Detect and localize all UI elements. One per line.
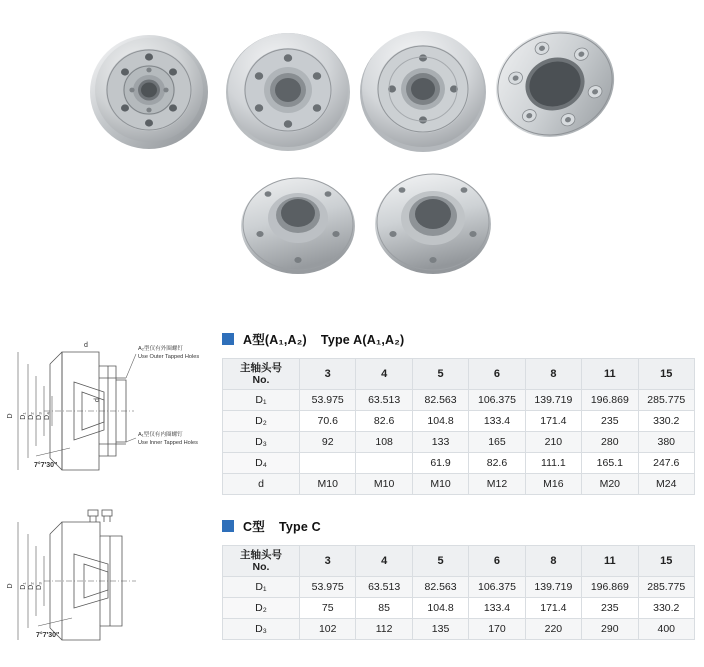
note-inner-cn: A₁型仅有内圈螺钉 xyxy=(138,432,183,438)
col-head-5: 11 xyxy=(582,546,638,577)
header-label-en: No. xyxy=(252,374,270,386)
header-spindle-no xyxy=(223,359,300,390)
cell-c-1-0: 75 xyxy=(300,598,356,619)
cell-a-0-0: 53.975 xyxy=(300,390,356,411)
cell-a-2-1: 108 xyxy=(356,432,412,453)
cell-a-3-4: 111.1 xyxy=(525,453,581,474)
flange-photo-2 xyxy=(224,28,352,154)
flange-photo-1 xyxy=(88,30,210,152)
cell-a-0-1: 63.513 xyxy=(356,390,412,411)
spec-table-type-a xyxy=(222,358,695,495)
svg-text:D₄: D₄ xyxy=(44,412,51,420)
cell-c-2-2: 135 xyxy=(412,619,468,640)
header-label-cn: 主轴头号 xyxy=(240,361,282,374)
cell-a-1-1: 82.6 xyxy=(356,411,412,432)
flange-photo-4 xyxy=(490,20,620,148)
cell-a-2-6: 380 xyxy=(638,432,694,453)
spec-tables xyxy=(222,330,700,640)
cell-a-1-6: 330.2 xyxy=(638,411,694,432)
row-label-d2: D₂ xyxy=(223,411,300,432)
col-head-6: 15 xyxy=(638,359,694,390)
accent-square-icon xyxy=(222,333,234,345)
svg-text:D: D xyxy=(7,413,14,419)
cell-a-2-4: 210 xyxy=(525,432,581,453)
cell-a-2-3: 165 xyxy=(469,432,525,453)
row-label-d1: D₁ xyxy=(223,390,300,411)
cell-c-0-4: 139.719 xyxy=(525,577,581,598)
product-photo-strip xyxy=(0,0,704,295)
note-inner-en: Use Inner Tapped Holes xyxy=(138,440,198,446)
col-head-0: 3 xyxy=(300,359,356,390)
note-outer-en: Use Outer Tapped Holes xyxy=(138,354,200,360)
cell-a-0-3: 106.375 xyxy=(469,390,525,411)
svg-text:D₁: D₁ xyxy=(20,582,27,590)
cell-a-0-5: 196.869 xyxy=(582,390,638,411)
section-title-en-a: Type A(A₁,A₂) xyxy=(320,333,405,347)
technical-drawings xyxy=(4,330,216,665)
row-label-d: d xyxy=(223,474,300,495)
cell-c-0-2: 82.563 xyxy=(412,577,468,598)
cell-c-1-4: 171.4 xyxy=(525,598,581,619)
cell-c-1-1: 85 xyxy=(356,598,412,619)
table-row xyxy=(223,432,695,453)
cell-a-1-5: 235 xyxy=(582,411,638,432)
svg-text:D₃: D₃ xyxy=(36,412,43,420)
row-label-d3: D₃ xyxy=(223,432,300,453)
cell-a-3-2: 61.9 xyxy=(412,453,468,474)
cell-a-1-3: 133.4 xyxy=(469,411,525,432)
cell-a-1-2: 104.8 xyxy=(412,411,468,432)
cell-a-4-5: M20 xyxy=(582,474,638,495)
cell-c-2-6: 400 xyxy=(638,619,694,640)
col-head-2: 5 xyxy=(412,546,468,577)
svg-text:D: D xyxy=(7,583,14,589)
cell-c-0-6: 285.775 xyxy=(638,577,694,598)
cell-a-0-6: 285.775 xyxy=(638,390,694,411)
cell-c-2-4: 220 xyxy=(525,619,581,640)
cell-c-0-5: 196.869 xyxy=(582,577,638,598)
col-head-0: 3 xyxy=(300,546,356,577)
drawing-type-c xyxy=(4,500,216,660)
table-row xyxy=(223,474,695,495)
cell-c-1-2: 104.8 xyxy=(412,598,468,619)
col-head-3: 6 xyxy=(469,546,525,577)
cell-a-2-2: 133 xyxy=(412,432,468,453)
cell-c-0-0: 53.975 xyxy=(300,577,356,598)
cell-c-2-3: 170 xyxy=(469,619,525,640)
flange-photo-3 xyxy=(358,26,488,154)
accent-square-icon xyxy=(222,520,234,532)
col-head-4: 8 xyxy=(525,546,581,577)
table-row xyxy=(223,619,695,640)
table-row xyxy=(223,411,695,432)
col-head-6: 15 xyxy=(638,546,694,577)
cell-a-3-3: 82.6 xyxy=(469,453,525,474)
cell-a-3-6: 247.6 xyxy=(638,453,694,474)
section-title-type-a xyxy=(243,330,404,348)
cell-a-3-0 xyxy=(300,453,356,474)
cell-c-0-1: 63.513 xyxy=(356,577,412,598)
col-head-4: 8 xyxy=(525,359,581,390)
drawing-type-a xyxy=(4,330,216,490)
cell-a-4-3: M12 xyxy=(469,474,525,495)
col-head-1: 4 xyxy=(356,546,412,577)
cell-a-2-5: 280 xyxy=(582,432,638,453)
header-spindle-no xyxy=(223,546,300,577)
cell-c-2-0: 102 xyxy=(300,619,356,640)
section-title-cn-c: C型 xyxy=(243,520,265,534)
table-row xyxy=(223,598,695,619)
cell-c-2-5: 290 xyxy=(582,619,638,640)
cell-a-4-1: M10 xyxy=(356,474,412,495)
svg-text:D₁: D₁ xyxy=(20,412,27,420)
svg-text:d: d xyxy=(94,398,101,402)
cell-a-4-4: M16 xyxy=(525,474,581,495)
section-title-cn-a: A型(A₁,A₂) xyxy=(243,333,307,347)
section-title-en-c: Type C xyxy=(278,520,321,534)
svg-text:D₃: D₃ xyxy=(36,582,43,590)
cell-c-1-5: 235 xyxy=(582,598,638,619)
row-label-d4: D₄ xyxy=(223,453,300,474)
cell-c-1-3: 133.4 xyxy=(469,598,525,619)
cell-a-3-1 xyxy=(356,453,412,474)
cell-a-4-2: M10 xyxy=(412,474,468,495)
cell-a-1-0: 70.6 xyxy=(300,411,356,432)
cell-c-1-6: 330.2 xyxy=(638,598,694,619)
section-title-type-c xyxy=(243,517,321,535)
svg-text:D₂: D₂ xyxy=(28,582,35,590)
table-row xyxy=(223,390,695,411)
cell-a-4-6: M24 xyxy=(638,474,694,495)
drawing-c-angle: 7°7'30" xyxy=(36,632,60,639)
cell-a-1-4: 171.4 xyxy=(525,411,581,432)
section-header-type-a xyxy=(222,330,700,348)
cell-a-0-2: 82.563 xyxy=(412,390,468,411)
cell-a-3-5: 165.1 xyxy=(582,453,638,474)
row-label-d2: D₂ xyxy=(223,598,300,619)
table-row xyxy=(223,453,695,474)
row-label-d1: D₁ xyxy=(223,577,300,598)
drawing-a-angle: 7°7'30" xyxy=(34,462,58,469)
flange-photo-5 xyxy=(238,168,358,278)
table-header-row xyxy=(223,546,695,577)
col-head-3: 6 xyxy=(469,359,525,390)
svg-text:D₂: D₂ xyxy=(28,412,35,420)
svg-text:d: d xyxy=(84,342,88,349)
header-label-cn: 主轴头号 xyxy=(240,548,282,561)
flange-photo-6 xyxy=(372,166,494,278)
cell-c-0-3: 106.375 xyxy=(469,577,525,598)
cell-a-4-0: M10 xyxy=(300,474,356,495)
col-head-2: 5 xyxy=(412,359,468,390)
col-head-5: 11 xyxy=(582,359,638,390)
table-row xyxy=(223,577,695,598)
table-header-row xyxy=(223,359,695,390)
header-label-en: No. xyxy=(252,561,270,573)
cell-c-2-1: 112 xyxy=(356,619,412,640)
spec-table-type-c xyxy=(222,545,695,640)
cell-a-0-4: 139.719 xyxy=(525,390,581,411)
cell-a-2-0: 92 xyxy=(300,432,356,453)
col-head-1: 4 xyxy=(356,359,412,390)
row-label-d3: D₃ xyxy=(223,619,300,640)
section-header-type-c xyxy=(222,517,700,535)
note-outer-cn: A₂型仅有外圈螺钉 xyxy=(138,346,184,352)
